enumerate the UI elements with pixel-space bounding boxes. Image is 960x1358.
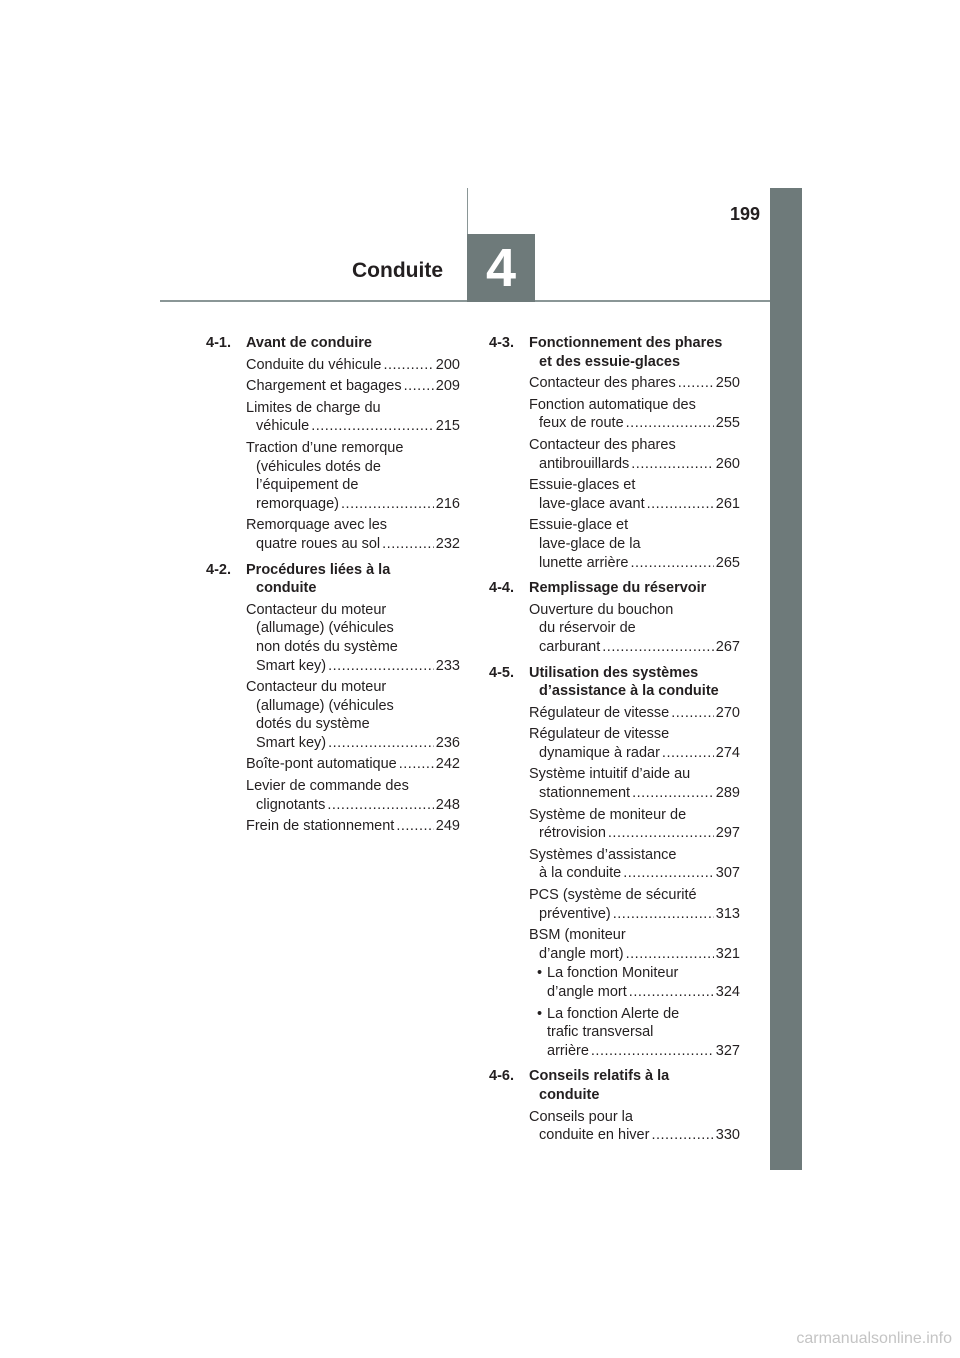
toc-page-number: 250 <box>715 375 740 392</box>
toc-entry-text: trafic transversal <box>547 1024 654 1041</box>
toc-entry-line <box>246 697 460 716</box>
toc-entry-line <box>246 535 460 554</box>
toc-entry-text: Ouverture du bouchon <box>529 601 674 618</box>
toc-section <box>489 1067 740 1144</box>
toc-entry-line <box>529 824 740 843</box>
toc-page-number: 307 <box>715 865 740 882</box>
toc-entry-line <box>529 414 740 433</box>
toc-entry-text: à la conduite <box>539 865 622 882</box>
toc-entry[interactable] <box>246 678 460 752</box>
toc-entries <box>206 601 460 836</box>
toc-entry-line <box>537 1023 740 1042</box>
dot-leader <box>630 554 713 573</box>
toc-entry-line <box>246 678 460 697</box>
toc-section-heading[interactable] <box>489 1067 740 1104</box>
header-rule <box>160 300 770 302</box>
toc-entry-text: La fonction Moniteur <box>547 965 679 982</box>
toc-entries <box>489 1108 740 1145</box>
dot-leader <box>629 983 714 1002</box>
section-title <box>529 334 740 371</box>
toc-entry-text: Essuie-glace et <box>529 517 629 534</box>
toc-entry-line <box>246 777 460 796</box>
toc-entry-line <box>246 516 460 535</box>
toc-entry-text: Contacteur des phares <box>529 436 676 453</box>
toc-entry-text: conduite en hiver <box>539 1127 650 1144</box>
section-title-line: Utilisation des systèmes <box>529 664 699 681</box>
toc-entry-line <box>529 886 740 905</box>
toc-entry-text: Système intuitif d’aide au <box>529 766 691 783</box>
dot-leader <box>396 817 433 836</box>
side-chapter-tab <box>770 188 802 1170</box>
toc-entries <box>489 704 740 1061</box>
toc-entry-text: La fonction Alerte de <box>547 1005 680 1022</box>
dot-leader <box>404 377 434 396</box>
toc-entry-text: lave-glace de la <box>539 535 641 552</box>
toc-entry-text: clignotants <box>256 796 326 813</box>
toc-section <box>489 664 740 1061</box>
toc-entry-text: dotés du système <box>256 716 370 733</box>
dot-leader <box>632 784 714 803</box>
toc-entry-text: arrière <box>547 1042 589 1059</box>
toc-section <box>206 561 460 836</box>
section-title <box>529 579 740 598</box>
toc-entry[interactable] <box>246 516 460 553</box>
toc-page-number: 216 <box>435 495 460 512</box>
toc-entry-text: d’angle mort <box>547 984 627 1000</box>
toc-page-number: 209 <box>435 378 460 395</box>
section-title-line: et des essuie-glaces <box>539 353 681 370</box>
toc-entry-line <box>537 1042 740 1061</box>
dot-leader <box>327 796 433 815</box>
toc-entry-text: Limites de charge du <box>246 399 381 416</box>
toc-entry[interactable] <box>246 356 460 375</box>
toc-entry-text: Boîte-pont automatique <box>246 756 397 773</box>
toc-page-number: 242 <box>435 756 460 773</box>
toc-page-number: 267 <box>715 638 740 655</box>
toc-entry-text: Frein de stationnement <box>246 818 395 835</box>
toc-entry-text: Smart key) <box>256 734 327 751</box>
section-title <box>529 1067 740 1104</box>
toc-entries <box>206 356 460 554</box>
toc-entry[interactable] <box>246 755 460 774</box>
toc-entry-line <box>529 905 740 924</box>
toc-entry[interactable] <box>246 439 460 513</box>
section-title-line: Fonctionnement des phares <box>529 335 723 351</box>
toc-entry-text: non dotés du système <box>256 638 398 655</box>
toc-page-number: 270 <box>715 704 740 721</box>
toc-section-heading[interactable] <box>206 334 460 353</box>
toc-entry-line <box>529 619 740 638</box>
toc-entry-line <box>246 817 460 836</box>
toc-page-number: 261 <box>715 495 740 512</box>
toc-page-number: 215 <box>435 418 460 435</box>
toc-entry-text: Essuie-glaces et <box>529 477 636 494</box>
dot-leader <box>613 905 714 924</box>
toc-entry-text: Traction d’une remorque <box>246 439 404 456</box>
toc-entry-line <box>529 846 740 865</box>
section-title <box>246 334 460 353</box>
toc-entry-line <box>529 516 740 535</box>
toc-section <box>489 334 740 572</box>
toc-page-number: 321 <box>715 945 740 962</box>
toc-entry-text: remorquage) <box>256 495 340 512</box>
toc-entry-text: Conseils pour la <box>529 1108 633 1125</box>
toc-page-number: 232 <box>435 535 460 552</box>
toc-page-number: 313 <box>715 905 740 922</box>
toc-sub-entry[interactable] <box>529 1005 740 1061</box>
toc-entry-text: dynamique à radar <box>539 744 660 761</box>
toc-page-number: 236 <box>435 734 460 751</box>
toc-entry[interactable] <box>529 886 740 923</box>
toc-entry-text: BSM (moniteur <box>529 927 626 944</box>
section-title-line: Remplissage du réservoir <box>529 580 707 597</box>
chapter-number-box <box>467 234 535 302</box>
toc-page-number: 255 <box>715 415 740 432</box>
toc-sub-entry[interactable] <box>529 964 740 1001</box>
toc-entry-line <box>246 356 460 375</box>
toc-entry[interactable] <box>529 396 740 433</box>
toc-entry-line <box>529 535 740 554</box>
toc-entry-line <box>246 601 460 620</box>
toc-entry-text: rétrovision <box>539 825 606 842</box>
toc-column-left <box>206 334 460 843</box>
toc-entry[interactable] <box>529 476 740 513</box>
toc-entry-text: véhicule <box>256 418 310 435</box>
dot-leader <box>591 1042 714 1061</box>
dot-leader <box>602 638 714 657</box>
section-number: 4-5. <box>489 664 514 681</box>
toc-entry[interactable] <box>529 436 740 473</box>
toc-entry[interactable] <box>529 806 740 843</box>
section-number: 4-6. <box>489 1068 514 1085</box>
toc-entry-line <box>529 725 740 744</box>
toc-entry-line <box>246 657 460 676</box>
toc-entry-line <box>529 554 740 573</box>
toc-entry[interactable] <box>529 374 740 393</box>
toc-entry-text: stationnement <box>539 785 631 802</box>
toc-entry-line <box>246 458 460 477</box>
toc-entry[interactable] <box>529 516 740 572</box>
toc-entry-text: (allumage) (véhicules <box>256 620 394 637</box>
toc-column-right <box>489 334 740 1152</box>
bullet-icon: • <box>537 1005 543 1022</box>
toc-entry-line <box>537 964 740 983</box>
toc-entry-line <box>246 439 460 458</box>
toc-entry-line <box>529 476 740 495</box>
section-title-line: conduite <box>256 580 317 597</box>
toc-entry-text: Système de moniteur de <box>529 806 687 823</box>
dot-leader <box>399 755 434 774</box>
toc-entries <box>489 374 740 572</box>
page-number: 199 <box>729 204 760 224</box>
toc-entry-line <box>529 806 740 825</box>
toc-entry-line <box>246 619 460 638</box>
toc-entry-line <box>529 638 740 657</box>
toc-page-number: 249 <box>435 818 460 835</box>
toc-entry-text: Fonction automatique des <box>529 396 696 413</box>
toc-entry-line <box>529 945 740 964</box>
dot-leader <box>647 495 714 514</box>
header-vertical-rule <box>467 188 468 234</box>
toc-entry-line <box>529 784 740 803</box>
toc-entry-text: Chargement et bagages <box>246 378 402 395</box>
toc-entry-line <box>529 601 740 620</box>
toc-entry-line <box>529 396 740 415</box>
dot-leader <box>662 744 714 763</box>
toc-entry[interactable] <box>246 377 460 396</box>
toc-entry-line <box>529 926 740 945</box>
toc-entry-text: lave-glace avant <box>539 495 645 512</box>
toc-entry-text: Systèmes d’assistance <box>529 846 677 863</box>
toc-entry[interactable] <box>529 725 740 762</box>
toc-page-number: 327 <box>715 1042 740 1059</box>
section-title <box>246 561 460 598</box>
toc-entry-line <box>529 765 740 784</box>
dot-leader <box>328 657 434 676</box>
dot-leader <box>626 414 714 433</box>
toc-entry-line <box>246 755 460 774</box>
toc-entry-line <box>246 796 460 815</box>
dot-leader <box>626 945 714 964</box>
toc-entry-text: (allumage) (véhicules <box>256 697 394 714</box>
toc-entry-text: Conduite du véhicule <box>246 356 382 373</box>
toc-entry-line <box>246 377 460 396</box>
toc-entry-line <box>246 417 460 436</box>
section-title-line: Conseils relatifs à la <box>529 1068 670 1085</box>
toc-entry-text: quatre roues au sol <box>256 535 381 552</box>
toc-entry-text: Contacteur du moteur <box>246 679 387 696</box>
toc-entry-line <box>529 864 740 883</box>
section-title-line: d’assistance à la conduite <box>539 683 719 700</box>
toc-page-number: 200 <box>435 356 460 373</box>
toc-page-number: 248 <box>435 796 460 813</box>
toc-entry-line <box>529 704 740 723</box>
toc-entry-text: (véhicules dotés de <box>256 458 381 475</box>
toc-entry[interactable] <box>246 777 460 814</box>
toc-entry-text: antibrouillards <box>539 455 630 472</box>
dot-leader <box>382 535 434 554</box>
toc-page-number: 274 <box>715 744 740 761</box>
toc-entry-line <box>537 1005 740 1024</box>
toc-entry[interactable] <box>529 601 740 657</box>
section-title <box>529 664 740 701</box>
bullet-icon: • <box>537 965 543 982</box>
dot-leader <box>631 455 714 474</box>
toc-entry-line <box>529 495 740 514</box>
section-title-line: Procédures liées à la <box>246 561 391 578</box>
toc-entry-text: Contacteur des phares <box>529 375 676 392</box>
toc-entry-line <box>246 476 460 495</box>
toc-section <box>206 334 460 554</box>
toc-entry-line <box>529 744 740 763</box>
chapter-title: Conduite <box>352 259 443 282</box>
toc-entry-text: PCS (système de sécurité <box>529 887 697 904</box>
toc-entry-text: d’angle mort) <box>539 945 624 962</box>
toc-entry[interactable] <box>246 601 460 675</box>
toc-page-number: 233 <box>435 657 460 674</box>
toc-section-heading[interactable] <box>489 334 740 371</box>
dot-leader <box>671 704 714 723</box>
section-title-line: conduite <box>539 1086 600 1103</box>
toc-section-heading[interactable] <box>206 561 460 598</box>
toc-entry[interactable] <box>529 765 740 802</box>
toc-entry-line <box>529 1126 740 1145</box>
toc-entry-text: Contacteur du moteur <box>246 601 387 618</box>
toc-entry-text: Régulateur de vitesse <box>529 704 670 721</box>
toc-section-heading[interactable] <box>489 579 740 598</box>
toc-entry[interactable] <box>529 704 740 723</box>
chapter-number: 4 <box>485 238 517 298</box>
toc-entry-text: Levier de commande des <box>246 778 409 795</box>
toc-entry-line <box>529 455 740 474</box>
toc-entry-text: feux de route <box>539 415 624 432</box>
toc-entry[interactable] <box>246 817 460 836</box>
toc-entry-line <box>529 374 740 393</box>
toc-entry-text: l’équipement de <box>256 477 359 494</box>
toc-entry[interactable] <box>529 926 740 1060</box>
dot-leader <box>328 734 434 753</box>
toc-page-number: 289 <box>715 785 740 802</box>
toc-entry[interactable] <box>529 846 740 883</box>
toc-entry-text: Smart key) <box>256 657 327 674</box>
section-number: 4-3. <box>489 335 514 351</box>
dot-leader <box>678 374 714 393</box>
toc-entry-text: lunette arrière <box>539 554 629 571</box>
toc-entry-line <box>246 638 460 657</box>
toc-entry-line <box>246 495 460 514</box>
toc-entry-text: du réservoir de <box>539 620 636 637</box>
toc-entry-line <box>246 399 460 418</box>
watermark: carmanualsonline.info <box>796 1330 952 1347</box>
toc-entry-text: Remorquage avec les <box>246 517 388 534</box>
toc-entries <box>489 601 740 657</box>
toc-entry-text: préventive) <box>539 905 611 922</box>
section-number: 4-2. <box>206 561 231 578</box>
toc-page-number: 260 <box>715 455 740 472</box>
section-number: 4-4. <box>489 580 514 597</box>
dot-leader <box>608 824 714 843</box>
dot-leader <box>311 417 434 436</box>
toc-entry[interactable] <box>246 399 460 436</box>
toc-page-number: 330 <box>715 1127 740 1144</box>
toc-entry-text: Régulateur de vitesse <box>529 726 670 743</box>
toc-section-heading[interactable] <box>489 664 740 701</box>
dot-leader <box>383 356 433 375</box>
section-number: 4-1. <box>206 335 231 351</box>
toc-entry-text: carburant <box>539 638 601 655</box>
toc-entry-line <box>246 734 460 753</box>
toc-section <box>489 579 740 656</box>
toc-entry-line <box>529 1108 740 1127</box>
toc-page-number: 265 <box>715 554 740 571</box>
dot-leader <box>623 864 714 883</box>
dot-leader <box>651 1126 713 1145</box>
toc-entry-line <box>537 983 740 1002</box>
toc-page-number: 297 <box>715 825 740 842</box>
toc-page-number: 324 <box>715 984 740 1000</box>
section-title-line: Avant de conduire <box>246 335 372 351</box>
toc-entry-line <box>529 436 740 455</box>
toc-entry-line <box>246 715 460 734</box>
toc-entry[interactable] <box>529 1108 740 1145</box>
dot-leader <box>341 495 434 514</box>
